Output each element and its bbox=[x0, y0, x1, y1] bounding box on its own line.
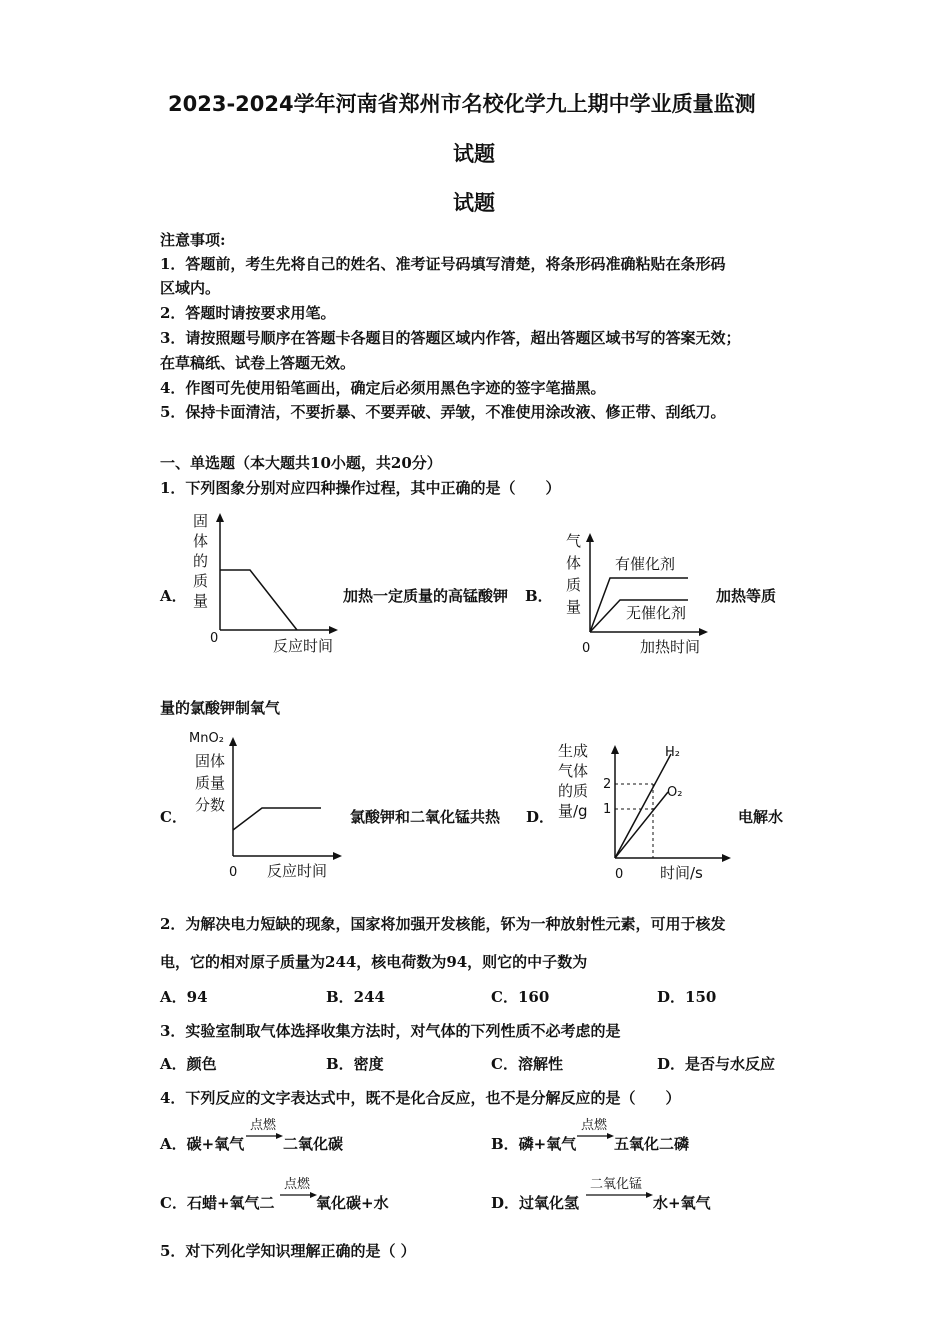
graph-b-xlabel: 加热时间 bbox=[640, 638, 701, 656]
graph-a-ylabel-char: 的 bbox=[193, 552, 209, 570]
graph-b-ylabel-char: 质 bbox=[566, 576, 582, 594]
q1-option-b-desc: 加热等质 bbox=[716, 587, 777, 605]
graph-d-o2-label: O₂ bbox=[667, 785, 683, 800]
graph-a-ylabel-char: 质 bbox=[193, 572, 209, 590]
q4-option-c-left: C．石蜡+氧气二 bbox=[160, 1194, 275, 1212]
q1-graph-d bbox=[556, 738, 736, 886]
graph-d-ylabel-line: 气体 bbox=[558, 762, 589, 780]
q1-option-d-label: D． bbox=[526, 808, 555, 826]
note-item: 5．保持卡面清洁，不要折暴、不要弄破、弄皱，不准使用涂改液、修正带、刮纸刀。 bbox=[160, 403, 726, 421]
q2-option-d: D．150 bbox=[657, 988, 717, 1006]
q1-graph-b bbox=[560, 528, 715, 660]
graph-b-ylabel-char: 体 bbox=[566, 554, 582, 572]
graph-b-ylabel-char: 量 bbox=[566, 598, 582, 616]
graph-d-h2-label: H₂ bbox=[665, 745, 680, 760]
graph-d-xlabel: 时间/s bbox=[660, 864, 703, 882]
q4-stem: 4．下列反应的文字表达式中，既不是化合反应，也不是分解反应的是（ ） bbox=[160, 1089, 681, 1107]
graph-d-origin: 0 bbox=[615, 867, 624, 882]
graph-c-origin: 0 bbox=[229, 865, 238, 880]
reaction-arrow-icon bbox=[577, 1132, 615, 1140]
graph-d-tick-2: 2 bbox=[603, 777, 612, 792]
note-item: 1．答题前，考生先将自己的姓名、准考证号码填写清楚，将条形码准确粘贴在条形码 bbox=[160, 255, 726, 273]
q1-option-a-desc: 加热一定质量的高锰酸钾 bbox=[343, 587, 509, 605]
graph-b-ylabel-char: 气 bbox=[566, 532, 582, 550]
page-subtitle: 试题 bbox=[453, 191, 495, 215]
q5-stem: 5．对下列化学知识理解正确的是（ ） bbox=[160, 1242, 416, 1260]
q3-option-a: A．颜色 bbox=[160, 1055, 217, 1073]
reaction-arrow-icon bbox=[586, 1191, 654, 1199]
graph-d-ylabel-line: 生成 bbox=[558, 742, 589, 760]
note-item: 区域内。 bbox=[160, 279, 221, 297]
q3-option-c: C．溶解性 bbox=[491, 1055, 563, 1073]
graph-a-origin: 0 bbox=[210, 631, 219, 646]
graph-c-ylabel-line: 分数 bbox=[195, 796, 226, 814]
q1-option-c-label: C． bbox=[160, 808, 187, 826]
q4-option-c-right: 氧化碳+水 bbox=[316, 1194, 389, 1212]
graph-a-ylabel-char: 量 bbox=[193, 592, 209, 610]
reaction-arrow-icon bbox=[246, 1132, 284, 1140]
graph-c-ylabel-line: 质量 bbox=[195, 774, 226, 792]
q3-option-d: D．是否与水反应 bbox=[657, 1055, 776, 1073]
q1-option-c-desc: 氯酸钾和二氧化锰共热 bbox=[350, 808, 501, 826]
graph-d-ylabel-line: 量/g bbox=[558, 802, 588, 820]
reaction-arrow-icon bbox=[280, 1191, 318, 1199]
q4-option-d-right: 水+氧气 bbox=[653, 1194, 711, 1212]
page-title: 2023-2024学年河南省郑州市名校化学九上期中学业质量监测 bbox=[168, 92, 756, 116]
q2-option-a: A．94 bbox=[160, 988, 208, 1006]
q1-stem: 1．下列图象分别对应四种操作过程，其中正确的是（ ） bbox=[160, 479, 561, 497]
page-title-line2: 试题 bbox=[453, 142, 495, 166]
q1-option-a-label: A． bbox=[160, 587, 187, 605]
graph-d-tick-1: 1 bbox=[603, 802, 612, 817]
note-item: 4．作图可先使用铅笔画出，确定后必须用黑色字迹的签字笔描黑。 bbox=[160, 379, 606, 397]
q4-option-b-left: B．磷+氧气 bbox=[491, 1135, 577, 1153]
q4-option-a-right: 二氧化碳 bbox=[283, 1135, 344, 1153]
q1-option-b-desc-cont: 量的氯酸钾制氧气 bbox=[160, 699, 281, 717]
q4-option-a-condition: 点燃 bbox=[250, 1118, 277, 1133]
q1-graph-a bbox=[185, 508, 345, 656]
note-item: 3．请按照题号顺序在答题卡各题目的答题区域内作答，超出答题区域书写的答案无效； bbox=[160, 329, 741, 347]
q4-option-d-condition: 二氧化锰 bbox=[590, 1177, 643, 1192]
graph-a-ylabel-char: 体 bbox=[193, 532, 209, 550]
q1-graph-c bbox=[185, 728, 350, 884]
q4-option-b-condition: 点燃 bbox=[581, 1118, 608, 1133]
q3-option-b: B．密度 bbox=[326, 1055, 384, 1073]
q1-option-d-desc: 电解水 bbox=[738, 808, 784, 826]
graph-c-mno2: MnO₂ bbox=[189, 731, 224, 746]
note-item: 在草稿纸、试卷上答题无效。 bbox=[160, 354, 356, 372]
notes-heading: 注意事项: bbox=[160, 231, 226, 249]
q2-option-b: B．244 bbox=[326, 988, 385, 1006]
q2-stem-line2: 电，它的相对原子质量为244，核电荷数为94，则它的中子数为 bbox=[160, 953, 588, 971]
graph-b-curve-no-catalyst: 无催化剂 bbox=[626, 604, 687, 622]
q2-option-c: C．160 bbox=[491, 988, 550, 1006]
graph-b-origin: 0 bbox=[582, 641, 591, 656]
q4-option-c-condition: 点燃 bbox=[284, 1177, 311, 1192]
q3-stem: 3．实验室制取气体选择收集方法时，对气体的下列性质不必考虑的是 bbox=[160, 1022, 621, 1040]
section-heading: 一、单选题（本大题共10小题，共20分） bbox=[160, 454, 442, 472]
q4-option-a-left: A．碳+氧气 bbox=[160, 1135, 245, 1153]
graph-d-ylabel-line: 的质 bbox=[558, 782, 589, 800]
note-item: 2．答题时请按要求用笔。 bbox=[160, 304, 336, 322]
graph-c-ylabel-line: 固体 bbox=[195, 752, 226, 770]
q2-stem-line1: 2．为解决电力短缺的现象，国家将加强开发核能，钚为一种放射性元素，可用于核发 bbox=[160, 915, 726, 933]
graph-a-ylabel-char: 固 bbox=[193, 512, 209, 530]
graph-b-curve-catalyst: 有催化剂 bbox=[615, 555, 676, 573]
graph-c-xlabel: 反应时间 bbox=[267, 862, 328, 880]
q1-option-b-label: B． bbox=[525, 587, 553, 605]
q4-option-d-left: D．过氧化氢 bbox=[491, 1194, 580, 1212]
q4-option-b-right: 五氧化二磷 bbox=[614, 1135, 690, 1153]
graph-a-xlabel: 反应时间 bbox=[273, 637, 334, 655]
